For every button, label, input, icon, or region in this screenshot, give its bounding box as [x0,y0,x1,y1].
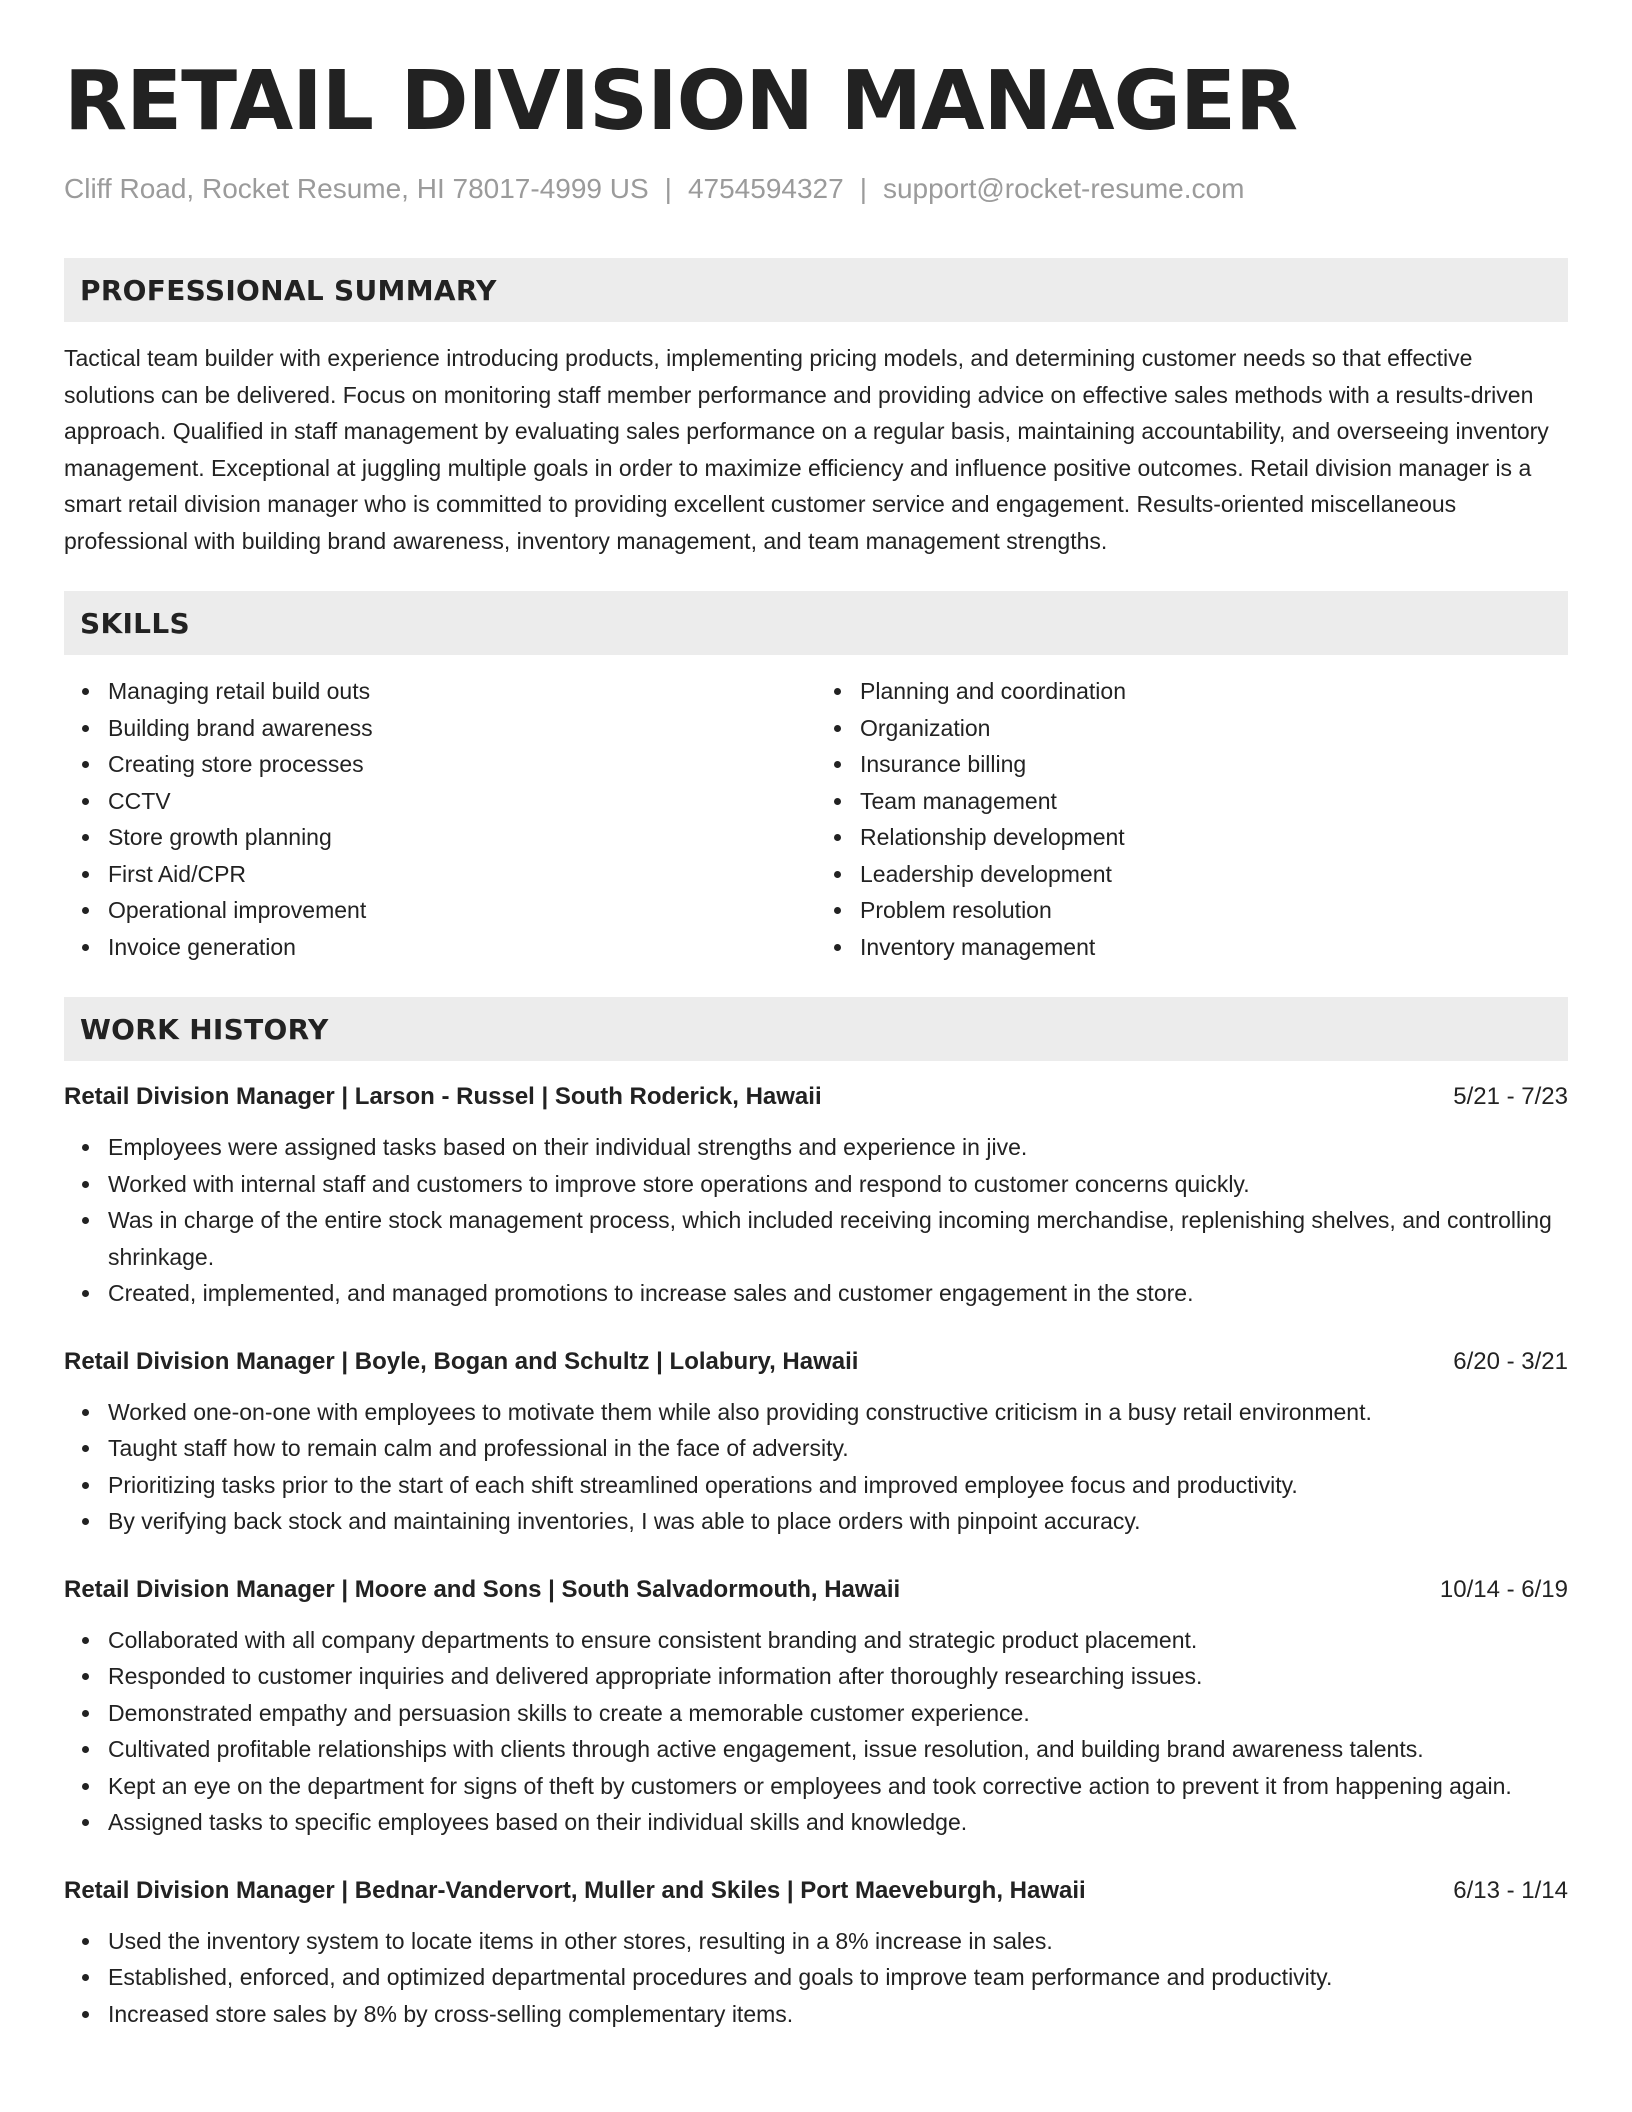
job-bullet: Kept an eye on the department for signs of theft by customers or employees and took corrective action to prevent it from happening again. [108,1768,1568,1805]
job-dates: 5/21 - 7/23 [1453,1083,1568,1110]
job-bullet: Employees were assigned tasks based on their individual strengths and experience in jive. [108,1129,1568,1166]
job-bullet: Prioritizing tasks prior to the start of each shift streamlined operations and improved employee focus and productivity. [108,1467,1568,1504]
skill-item: Operational improvement [108,892,816,929]
skill-item: Problem resolution [860,892,1568,929]
section-title: WORK HISTORY [80,1012,329,1046]
contact-address: Cliff Road, Rocket Resume, HI 78017-4999 US [64,173,649,204]
skill-item: Creating store processes [108,746,816,783]
job-bullets [64,1622,1568,1841]
contact-phone: 4754594327 [687,173,844,204]
section-header-summary [64,258,1568,322]
job-bullet: Demonstrated empathy and persuasion skills to create a memorable customer experience. [108,1695,1568,1732]
skill-item: Building brand awareness [108,710,816,747]
skill-item: First Aid/CPR [108,856,816,893]
skill-item: Relationship development [860,819,1568,856]
job-bullet: Worked with internal staff and customers to improve store operations and respond to customer concerns quickly. [108,1166,1568,1203]
job-title: Retail Division Manager | Moore and Sons | South Salvadormouth, Hawaii [64,1575,901,1603]
contact-separator: | [664,173,672,204]
contact-separator: | [859,173,867,204]
job-bullet: Was in charge of the entire stock management process, which included receiving incoming merchandise, replenishing shelves, and controlling shrinkage. [108,1202,1568,1275]
job-bullet: Collaborated with all company departments to ensure consistent branding and strategic product placement. [108,1622,1568,1659]
contact-line [64,172,1568,206]
skills-column-left [64,673,816,965]
job-header [64,1344,1568,1380]
skills-column-right [816,673,1568,965]
skill-item: Planning and coordination [860,673,1568,710]
job-bullets [64,1923,1568,2033]
job-dates: 6/20 - 3/21 [1453,1347,1568,1375]
job-entry [64,1079,1568,1312]
job-dates: 6/13 - 1/14 [1453,1876,1568,1904]
job-entry [64,1873,1568,2033]
job-title: Retail Division Manager | Boyle, Bogan and Schultz | Lolabury, Hawaii [64,1347,859,1375]
job-entry [64,1344,1568,1540]
job-bullet: Worked one-on-one with employees to motivate them while also providing constructive criticism in a busy retail environment. [108,1394,1568,1431]
section-title: SKILLS [80,606,190,640]
job-bullets [64,1394,1568,1540]
skill-item: Organization [860,710,1568,747]
job-bullet: Established, enforced, and optimized departmental procedures and goals to improve team performance and productivity. [108,1959,1568,1996]
job-title: Retail Division Manager | Larson - Russel | South Roderick, Hawaii [64,1083,822,1110]
skill-item: Leadership development [860,856,1568,893]
job-bullet: Responded to customer inquiries and delivered appropriate information after thoroughly researching issues. [108,1658,1568,1695]
job-entry [64,1572,1568,1841]
skill-item: Invoice generation [108,929,816,966]
skill-item: Managing retail build outs [108,673,816,710]
job-bullet: Cultivated profitable relationships with clients through active engagement, issue resolution, and building brand awareness talents. [108,1731,1568,1768]
resume-page [64,52,1568,2032]
section-header-skills [64,591,1568,655]
summary-text: Tactical team builder with experience introducing products, implementing pricing models, and determining customer needs so that effective solutions can be delivered. Focus on monitoring staff member performance and providing advice on effective sales methods with a results-driven approach. Qualified in staff management by evaluating sales performance on a regular basis, maintaining accountability, and overseeing inventory management. Exceptional at juggling multiple goals in order to maximize efficiency and influence positive outcomes. Retail division manager is a smart retail division manager who is committed to providing excellent customer service and engagement. Results-oriented miscellaneous professional with building brand awareness, inventory management, and team management strengths. [64,345,1549,554]
skill-item: Inventory management [860,929,1568,966]
skill-item: Team management [860,783,1568,820]
job-bullets [64,1129,1568,1312]
skill-item: Store growth planning [108,819,816,856]
job-bullet: Used the inventory system to locate items in other stores, resulting in a 8% increase in sales. [108,1923,1568,1960]
job-bullet: Created, implemented, and managed promotions to increase sales and customer engagement in the store. [108,1275,1568,1312]
resume-name: RETAIL DIVISION MANAGER [64,54,1298,149]
job-header [64,1572,1568,1608]
job-bullet: Increased store sales by 8% by cross-selling complementary items. [108,1996,1568,2033]
job-bullet: Taught staff how to remain calm and professional in the face of adversity. [108,1430,1568,1467]
section-header-work-history [64,997,1568,1061]
skill-item: Insurance billing [860,746,1568,783]
skill-item: CCTV [108,783,816,820]
contact-email[interactable]: support@rocket-resume.com [882,173,1245,204]
job-bullet: By verifying back stock and maintaining inventories, I was able to place orders with pinpoint accuracy. [108,1503,1568,1540]
job-title: Retail Division Manager | Bednar-Vandervort, Muller and Skiles | Port Maeveburgh, Hawaii [64,1876,1086,1904]
job-bullet: Assigned tasks to specific employees based on their individual skills and knowledge. [108,1804,1568,1841]
section-title: PROFESSIONAL SUMMARY [80,273,497,307]
job-header [64,1079,1568,1115]
skills-list [64,673,1568,965]
job-dates: 10/14 - 6/19 [1439,1575,1568,1603]
job-header [64,1873,1568,1909]
